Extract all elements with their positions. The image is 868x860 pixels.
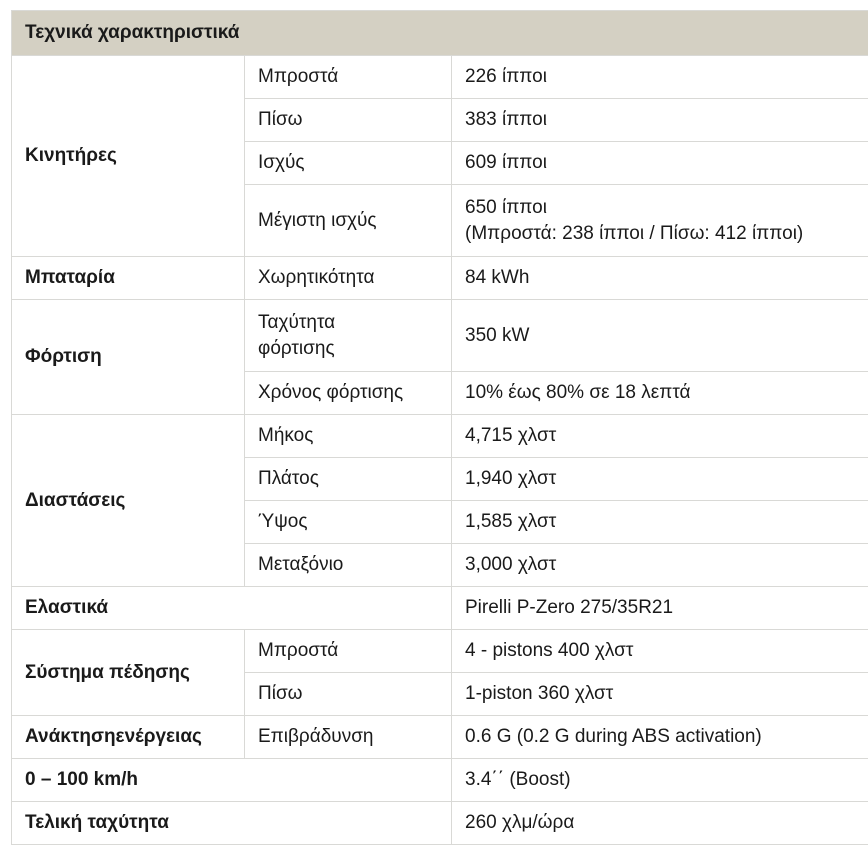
- row-value: 84 kWh: [452, 257, 868, 300]
- category-accel: 0 – 100 km/h: [12, 759, 452, 802]
- table-row: [12, 630, 868, 673]
- row-label: Μέγιστη ισχύς: [245, 185, 452, 257]
- table-row: [12, 56, 868, 99]
- row-label: Ισχύς: [245, 142, 452, 185]
- row-value: 10% έως 80% σε 18 λεπτά: [452, 372, 868, 415]
- row-label: Πίσω: [245, 673, 452, 716]
- row-label: Πλάτος: [245, 458, 452, 501]
- row-value: 1,585 χλστ: [452, 501, 868, 544]
- table-row: [12, 759, 868, 802]
- row-value: 1-piston 360 χλστ: [452, 673, 868, 716]
- charging-speed-label-2: φόρτισης: [258, 337, 335, 359]
- row-value: 0.6 G (0.2 G during ABS activation): [452, 716, 868, 759]
- row-label: [245, 300, 452, 372]
- row-label: Επιβράδυνση: [245, 716, 452, 759]
- row-value: [452, 185, 868, 257]
- row-label: Μεταξόνιο: [245, 544, 452, 587]
- row-value: 609 ίπποι: [452, 142, 868, 185]
- category-charging: Φόρτιση: [12, 300, 245, 415]
- charging-speed-label-1: Ταχύτητα: [258, 311, 336, 333]
- row-value: 3.4΄΄ (Boost): [452, 759, 868, 802]
- category-regen: Ανάκτησηενέργειας: [12, 716, 245, 759]
- table-row: [12, 802, 868, 845]
- row-value: 350 kW: [452, 300, 868, 372]
- category-brakes: Σύστημα πέδησης: [12, 630, 245, 716]
- spec-table: [11, 10, 868, 845]
- table-row: [12, 587, 868, 630]
- category-dimensions: Διαστάσεις: [12, 415, 245, 587]
- table-row: [12, 257, 868, 300]
- row-label: Μήκος: [245, 415, 452, 458]
- max-power-total: 650 ίπποι: [465, 196, 547, 218]
- row-label: Ύψος: [245, 501, 452, 544]
- row-label: Χωρητικότητα: [245, 257, 452, 300]
- row-label: Πίσω: [245, 99, 452, 142]
- max-power-split: (Μπροστά: 238 ίπποι / Πίσω: 412 ίπποι): [465, 222, 804, 244]
- row-value: 4 - pistons 400 χλστ: [452, 630, 868, 673]
- row-value: 383 ίπποι: [452, 99, 868, 142]
- row-value: Pirelli P-Zero 275/35R21: [452, 587, 868, 630]
- row-value: 226 ίπποι: [452, 56, 868, 99]
- row-value: 260 χλμ/ώρα: [452, 802, 868, 845]
- row-value: 4,715 χλστ: [452, 415, 868, 458]
- table-row: [12, 300, 868, 372]
- table-row: [12, 415, 868, 458]
- category-top-speed: Τελική ταχύτητα: [12, 802, 452, 845]
- table-title: Τεχνικά χαρακτηριστικά: [12, 11, 868, 56]
- table-row: [12, 716, 868, 759]
- row-value: 1,940 χλστ: [452, 458, 868, 501]
- spec-table-container: [11, 10, 868, 845]
- category-tires: Ελαστικά: [12, 587, 452, 630]
- row-label: Μπροστά: [245, 630, 452, 673]
- row-value: 3,000 χλστ: [452, 544, 868, 587]
- row-label: Χρόνος φόρτισης: [245, 372, 452, 415]
- category-battery: Μπαταρία: [12, 257, 245, 300]
- category-motors: Κινητήρες: [12, 56, 245, 257]
- row-label: Μπροστά: [245, 56, 452, 99]
